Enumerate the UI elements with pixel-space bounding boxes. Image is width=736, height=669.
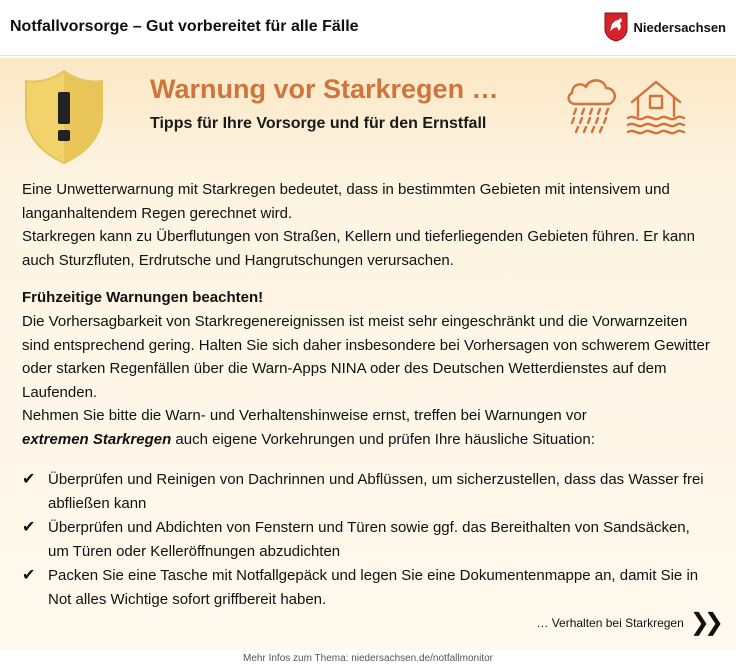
- advice-emphasis: extremen Starkregen: [22, 430, 172, 448]
- checkmark-icon: ✔: [22, 519, 36, 537]
- brand-logo[interactable]: [604, 12, 727, 42]
- card-subtitle: Tipps für Ihre Vorsorge und für den Ernstfall: [150, 115, 487, 132]
- rain-cloud-icon: [564, 74, 618, 134]
- page-title: Notfallvorsorge – Gut vorbereitet für alle Fälle: [10, 18, 359, 35]
- advice-text-before: Nehmen Sie bitte die Warn- und Verhaltenshinweise ernst, treffen bei Warnungen vor: [22, 407, 587, 425]
- footer-link[interactable]: Mehr Infos zum Thema: niedersachsen.de/notfallmonitor: [243, 653, 493, 664]
- checkmark-icon: ✔: [22, 567, 36, 585]
- top-bar: [0, 0, 736, 56]
- warnings-text: Die Vorhersagbarkeit von Starkregenereignissen ist meist sehr eingeschränkt und die Vorwarnzeiten sind entsprechend gering. Halten Sie sich daher insbesondere bei Vorhersagen von schwerem Gewitter oder starken Regenfällen über die Warn-Apps NINA oder des Deutschen Wetterdienstes auf dem Laufenden.: [22, 312, 710, 401]
- checklist-item: [22, 516, 712, 563]
- intro-paragraph-2: Starkregen kann zu Überflutungen von Straßen, Kellern und tieferliegenden Gebieten führen. Er kann auch Sturzfluten, Erdrutsche und Hangrutschungen verursachen.: [22, 228, 695, 269]
- checklist-item-text: Packen Sie eine Tasche mit Notfallgepäck und legen Sie eine Dokumentenmappe an, damit Sie in Not alles Wichtige sofort griffbereit haben.: [48, 567, 699, 608]
- checklist-item: [22, 564, 712, 611]
- advice-text: [22, 404, 712, 451]
- double-chevron-right-icon[interactable]: ❯❯: [689, 609, 718, 636]
- intro-paragraph-1: Eine Unwetterwarnung mit Starkregen bedeutet, dass in bestimmten Gebieten mit intensivem und langanhaltendem Regen gerechnet wird.: [22, 181, 670, 222]
- warning-card: [0, 58, 736, 650]
- card-body: [22, 178, 712, 452]
- checklist-item-text: Überprüfen und Reinigen von Dachrinnen und Abflüssen, um sicherzustellen, dass das Wasser frei abfließen kann: [48, 471, 704, 512]
- flooded-house-icon: [624, 78, 688, 136]
- checkmark-icon: ✔: [22, 471, 36, 488]
- warning-shield-icon: [22, 68, 106, 166]
- coat-of-arms-icon: [604, 12, 628, 42]
- card-title: Warnung vor Starkregen …: [150, 74, 499, 104]
- checklist-item-text: Überprüfen und Abdichten von Fenstern und Türen sowie ggf. das Bereithalten von Sandsäcken, um Türen oder Kelleröffnungen abzudichten: [48, 519, 690, 560]
- advice-text-after: auch eigene Vorkehrungen und prüfen Ihre häusliche Situation:: [171, 430, 595, 448]
- more-link-label[interactable]: … Verhalten bei Starkregen: [536, 616, 684, 630]
- brand-label: Niedersachsen: [633, 19, 726, 35]
- warnings-heading: Frühzeitige Warnungen beachten!: [22, 289, 264, 307]
- checklist-item: [22, 468, 712, 515]
- more-link[interactable]: [536, 609, 718, 636]
- checklist: [22, 468, 712, 613]
